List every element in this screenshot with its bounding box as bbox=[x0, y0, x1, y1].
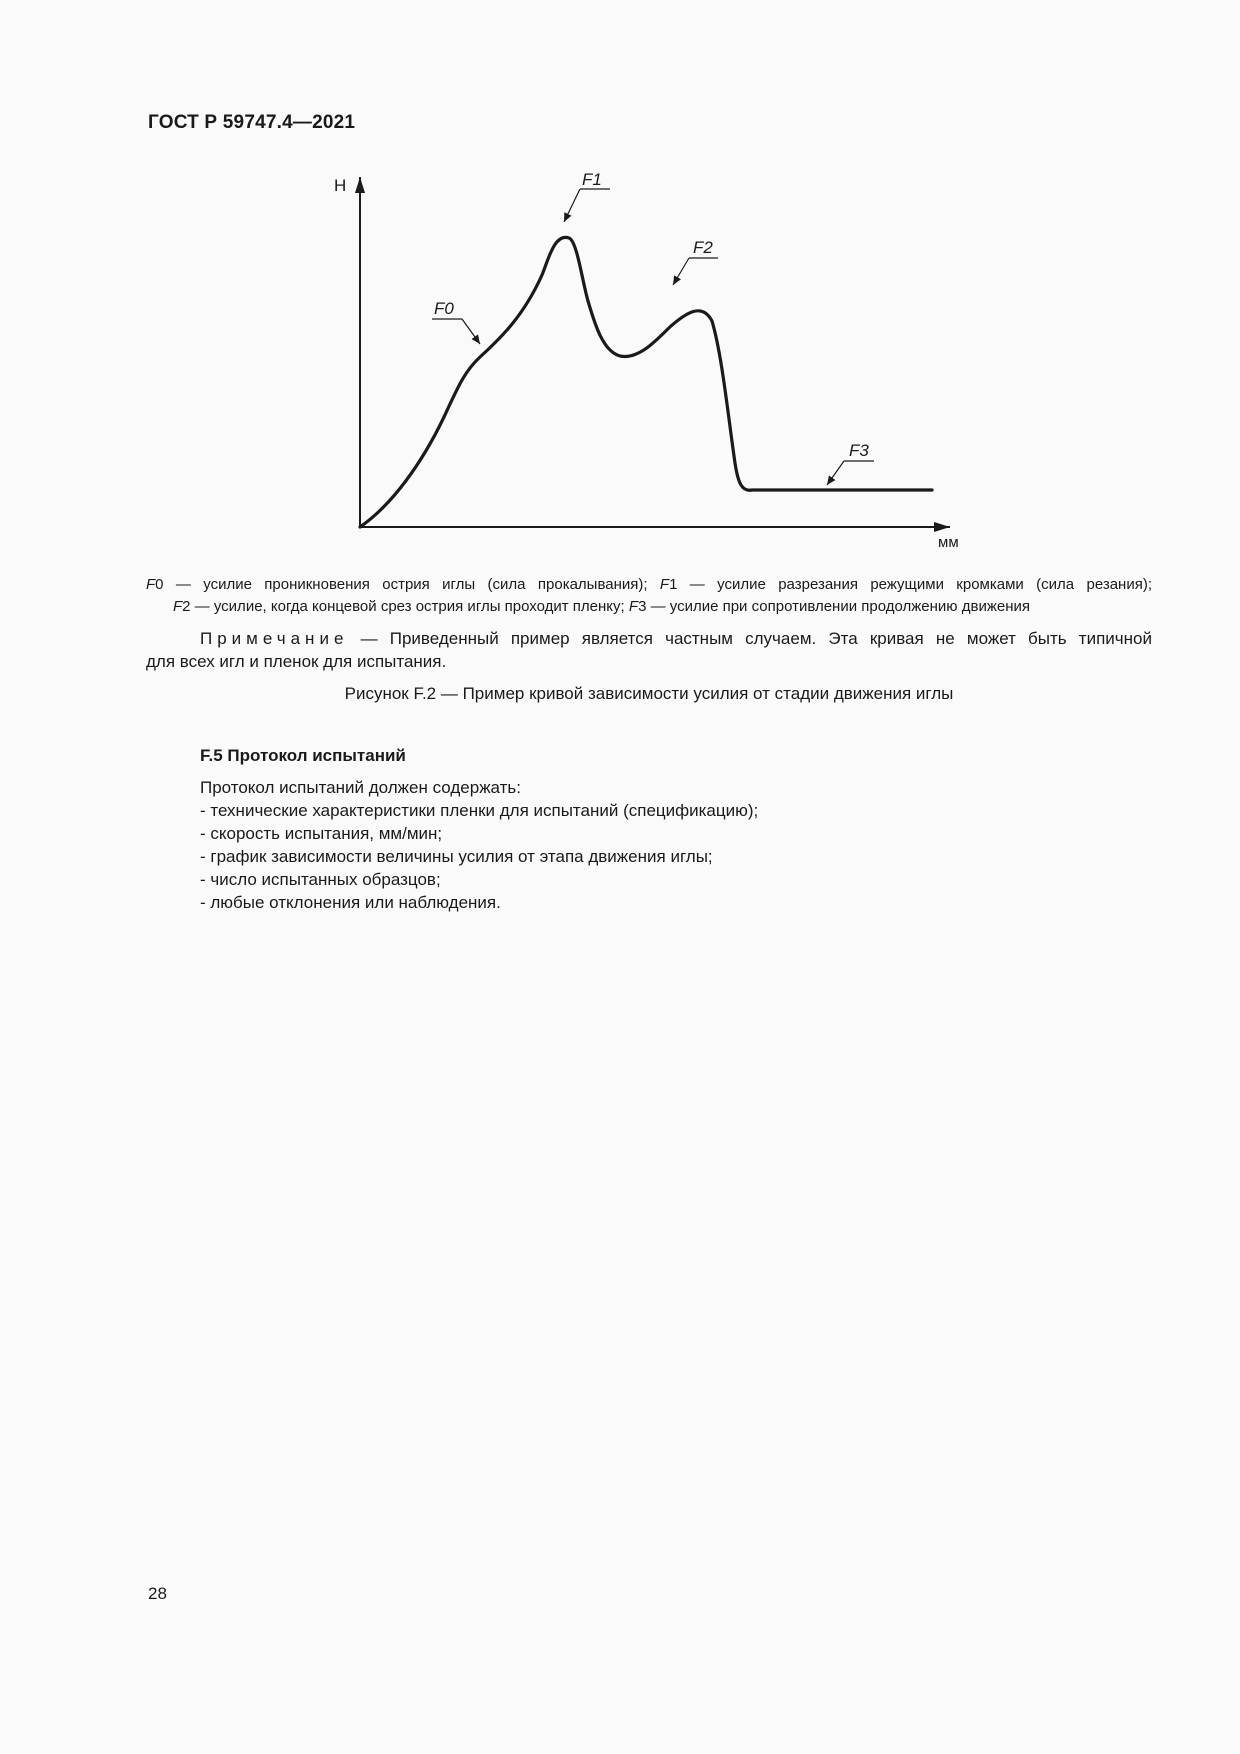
legend-line-1 bbox=[146, 574, 1152, 596]
leader-f2 bbox=[673, 258, 689, 285]
force-curve-figure bbox=[334, 165, 980, 560]
note-label: Примечание bbox=[200, 629, 349, 648]
legend-f3-symbol: F bbox=[628, 598, 639, 615]
legend-f1-symbol: F bbox=[659, 576, 670, 593]
legend-f2-symbol: F bbox=[173, 598, 183, 615]
legend-f0-number: 0 bbox=[155, 576, 164, 593]
section-f5 bbox=[200, 744, 1100, 914]
legend-f2-number: 2 bbox=[182, 598, 191, 615]
page-number: 28 bbox=[148, 1584, 167, 1603]
list-item: - график зависимости величины усилия от этапа движения иглы; bbox=[200, 847, 713, 866]
legend-f3-number: 3 bbox=[638, 598, 647, 615]
list-item: - любые отклонения или наблюдения. bbox=[200, 893, 501, 912]
figure-legend bbox=[146, 574, 1152, 618]
label-f0: F0 bbox=[434, 299, 454, 318]
note-line-1 bbox=[146, 627, 1152, 650]
x-axis-arrow bbox=[934, 522, 950, 532]
figure-caption: Рисунок F.2 — Пример кривой зависимости усилия от стадии движения иглы bbox=[344, 684, 954, 703]
force-curve bbox=[360, 237, 932, 527]
label-f2: F2 bbox=[693, 238, 713, 257]
x-axis-label: мм bbox=[938, 534, 959, 551]
list-item: - число испытанных образцов; bbox=[200, 870, 441, 889]
leader-f3 bbox=[827, 461, 844, 485]
figure-note bbox=[146, 627, 1152, 673]
legend-f1-number: 1 bbox=[669, 576, 678, 593]
section-intro: Протокол испытаний должен содержать: bbox=[200, 778, 522, 797]
legend-f0-symbol: F bbox=[146, 576, 156, 593]
label-f3: F3 bbox=[849, 441, 869, 460]
legend-f2-text: — усилие, когда концевой срез острия иглы проходит пленку; bbox=[190, 598, 629, 615]
y-axis-label: Н bbox=[334, 176, 347, 195]
leader-f0 bbox=[462, 319, 480, 344]
note-line-2: для всех игл и пленок для испытания. bbox=[146, 652, 447, 671]
note-text-1: — Приведенный пример является частным случаем. Эта кривая не может быть типичной bbox=[348, 629, 1152, 648]
label-f1: F1 bbox=[582, 170, 602, 189]
document-header: ГОСТ Р 59747.4—2021 bbox=[148, 112, 356, 133]
list-item: - скорость испытания, мм/мин; bbox=[200, 824, 443, 843]
legend-f3-text: — усилие при сопротивлении продолжению движения bbox=[646, 598, 1030, 615]
list-item: - технические характеристики пленки для испытаний (спецификацию); bbox=[200, 801, 759, 820]
section-title: F.5 Протокол испытаний bbox=[200, 746, 406, 765]
leader-f1 bbox=[564, 189, 580, 222]
legend-line-2 bbox=[146, 596, 1152, 618]
force-curve-svg bbox=[334, 165, 980, 555]
legend-f1-text: — усилие разрезания режущими кромками (сила резания); bbox=[677, 576, 1153, 593]
legend-f0-text: — усилие проникновения острия иглы (сила прокалывания); bbox=[163, 576, 660, 593]
y-axis-arrow bbox=[355, 177, 365, 193]
